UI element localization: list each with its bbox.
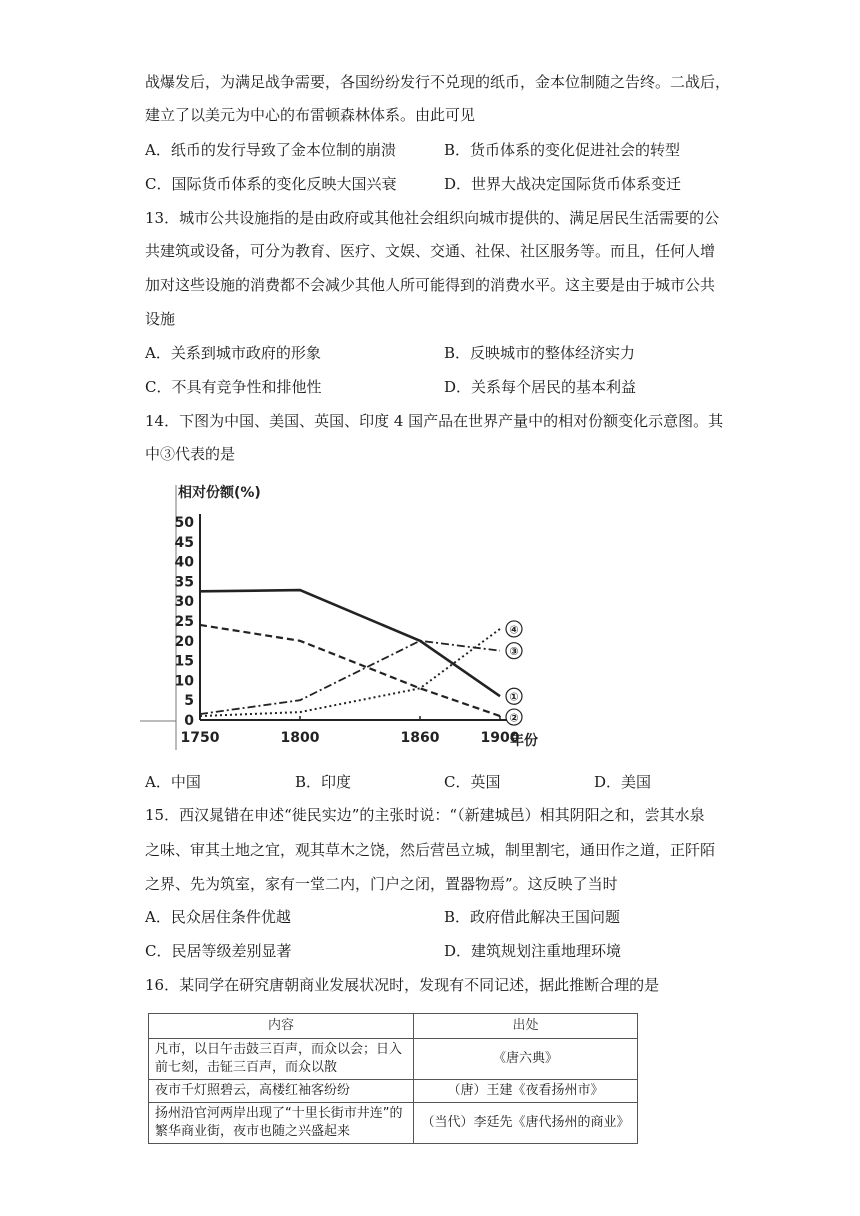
q12-line-1: 战爆发后，为满足战争需要，各国纷纷发行不兑现的纸币，金本位制随之告终。二战后，	[145, 73, 731, 91]
q12-option-b[interactable]: B．货币体系的变化促进社会的转型	[444, 141, 681, 159]
q16-line: 16．某同学在研究唐朝商业发展状况时，发现有不同记述，据此推断合理的是	[145, 976, 660, 994]
q13-line-3: 加对这些设施的消费都不会减少其他人所可能得到的消费水平。这主要是由于城市公共	[145, 276, 716, 294]
q15-option-c[interactable]: C．民居等级差别显著	[145, 942, 292, 960]
q13-line-4: 设施	[145, 310, 176, 328]
y-axis-label: 相对份额(%)	[178, 485, 261, 501]
q15-option-b[interactable]: B．政府借此解决王国问题	[444, 908, 621, 926]
row-source: 《唐六典》	[414, 1039, 638, 1080]
row-source: （当代）李廷先《唐代扬州的商业》	[414, 1103, 638, 1144]
y-tick-label: 25	[174, 614, 194, 630]
q15-option-d[interactable]: D．建筑规划注重地理环境	[444, 942, 622, 960]
series-label: ②	[509, 711, 519, 725]
table-header-row	[149, 1014, 638, 1039]
q12-option-a[interactable]: A．纸币的发行导致了金本位制的崩溃	[145, 141, 396, 159]
q13-option-d[interactable]: D．关系每个居民的基本利益	[444, 378, 637, 396]
row-content: 夜市千灯照碧云，高楼红袖客纷纷	[149, 1080, 414, 1103]
sources-table	[148, 1013, 638, 1144]
series-line	[200, 590, 500, 696]
y-tick-labels	[175, 515, 195, 729]
q12-line-2: 建立了以美元为中心的布雷顿森林体系。由此可见	[145, 106, 476, 124]
q13-option-b[interactable]: B．反映城市的整体经济实力	[444, 344, 636, 362]
y-tick-label: 20	[174, 633, 194, 650]
y-tick-label: 40	[174, 554, 194, 571]
x-tick-label: 1860	[400, 730, 440, 746]
q15-line-1: 15．西汉晁错在申述“徙民实边”的主张时说：“（新建城邑）相其阴阳之和，尝其水泉	[145, 806, 705, 824]
header-source: 出处	[414, 1014, 638, 1039]
q14-line-1: 14．下图为中国、美国、英国、印度 4 国产品在世界产量中的相对份额变化示意图。其	[145, 412, 724, 430]
q14-option-d[interactable]: D．美国	[594, 773, 652, 791]
q13-line-2: 共建筑或设备，可分为教育、医疗、文娱、交通、社保、社区服务等。而且，任何人增	[145, 242, 716, 260]
x-tick-label: 1800	[280, 730, 320, 746]
row-content: 扬州沿官河两岸出现了“十里长街市井连”的繁华商业街，夜市也随之兴盛起来	[149, 1103, 414, 1144]
q14-option-a[interactable]: A．中国	[145, 773, 201, 791]
row-content: 凡市，以日午击鼓三百声，而众以会；日入前七刻，击钲三百声，而众以散	[149, 1039, 414, 1080]
y-tick-label: 30	[174, 594, 194, 611]
series-line	[200, 629, 500, 716]
q12-option-c[interactable]: C．国际货币体系的变化反映大国兴衰	[145, 175, 397, 193]
q15-line-2: 之味、审其土地之宜，观其草木之饶，然后营邑立城，制里割宅，通田作之道，正阡陌	[145, 841, 716, 859]
q13-line-1: 13．城市公共设施指的是由政府或其他社会组织向城市提供的、满足居民生活需要的公	[145, 209, 720, 227]
q14-option-b[interactable]: B．印度	[295, 773, 352, 791]
q14-option-c[interactable]: C．英国	[444, 773, 501, 791]
y-tick-label: 50	[174, 515, 194, 531]
y-tick-label: 10	[174, 673, 194, 690]
row-source: （唐）王建《夜看扬州市》	[414, 1080, 638, 1103]
x-axis-label: 年份	[510, 733, 538, 749]
table-row	[149, 1080, 638, 1103]
q15-option-a[interactable]: A．民众居住条件优越	[145, 908, 291, 926]
y-tick-label: 5	[184, 693, 194, 710]
y-tick-label: 0	[184, 713, 194, 729]
q13-option-a[interactable]: A．关系到城市政府的形象	[145, 344, 321, 362]
series-label: ③	[509, 645, 519, 659]
q13-option-c[interactable]: C．不具有竞争性和排他性	[145, 378, 322, 396]
header-content: 内容	[149, 1014, 414, 1039]
q12-option-d[interactable]: D．世界大战决定国际货币体系变迁	[444, 175, 682, 193]
series-label: ①	[509, 690, 519, 704]
chart-axes	[200, 514, 512, 720]
y-tick-label: 35	[174, 574, 194, 591]
y-tick-label: 45	[174, 534, 194, 551]
x-tick-label: 1900	[480, 730, 520, 746]
table-row	[149, 1039, 638, 1080]
y-tick-label: 15	[174, 653, 194, 670]
table-row	[149, 1103, 638, 1144]
series-label: ④	[509, 623, 519, 637]
x-tick-label: 1750	[180, 730, 220, 746]
share-chart	[140, 475, 540, 750]
chart-series	[200, 590, 522, 725]
q14-line-2: 中③代表的是	[145, 445, 236, 463]
q15-line-3: 之界、先为筑室，家有一堂二内，门户之闭，置器物焉”。这反映了当时	[145, 875, 618, 893]
